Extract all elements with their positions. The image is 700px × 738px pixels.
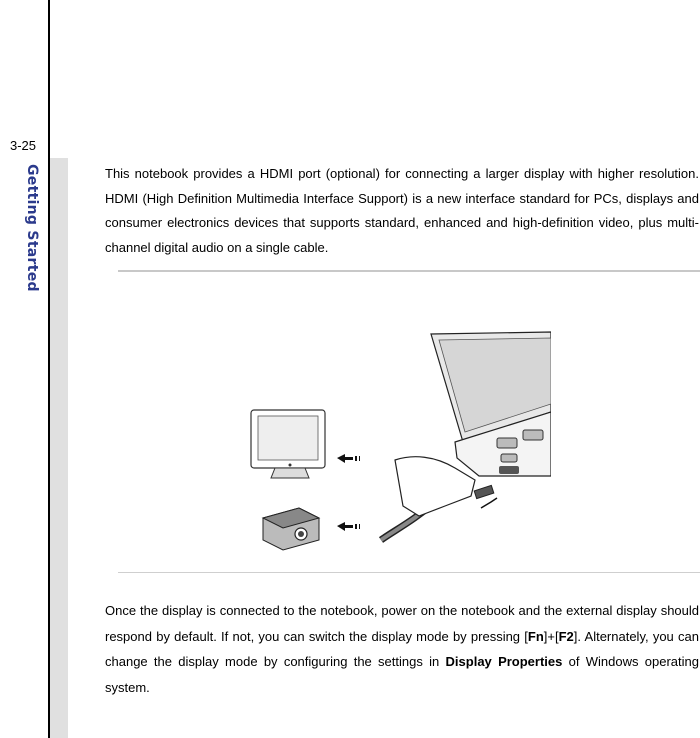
projector-icon [263, 508, 319, 550]
key-plus: ]+[ [543, 628, 559, 644]
monitor-icon [251, 410, 325, 478]
divider-bottom [118, 572, 700, 573]
section-title [22, 164, 42, 294]
key-fn: Fn [527, 628, 544, 644]
sidebar-band [50, 158, 68, 738]
page-number: 3-25 [10, 138, 37, 153]
key-f2: F2 [558, 628, 574, 644]
instructions-text: Once the display is connected to the notebook, power on the notebook and the external display should respond by default. If not, you can switch the display mode by pressing [ [105, 603, 699, 644]
display-properties: Display Properties [445, 654, 563, 669]
intro-paragraph: This notebook provides a HDMI port (optional) for connecting a larger display with higher resolution. HDMI (High Definition Multimedia Interface Support) is a new interface standard for PCs, displays and consumer electronics devices that supports standard, enhanced and high-definition video, plus multi-channel digital audio on a single cable. [105, 166, 699, 255]
instructions-paragraph [105, 598, 699, 700]
laptop-icon [431, 332, 551, 476]
section-title-text: Getting Started [24, 164, 40, 292]
hdmi-connection-illustration [245, 330, 551, 552]
arrow-left-icon [337, 454, 360, 531]
instructions-text-3: of Windows operating system. [105, 654, 699, 695]
instructions-text-2: ]. Alternately, you can change the display mode by configuring the settings in [105, 628, 699, 669]
divider-top [118, 270, 700, 272]
